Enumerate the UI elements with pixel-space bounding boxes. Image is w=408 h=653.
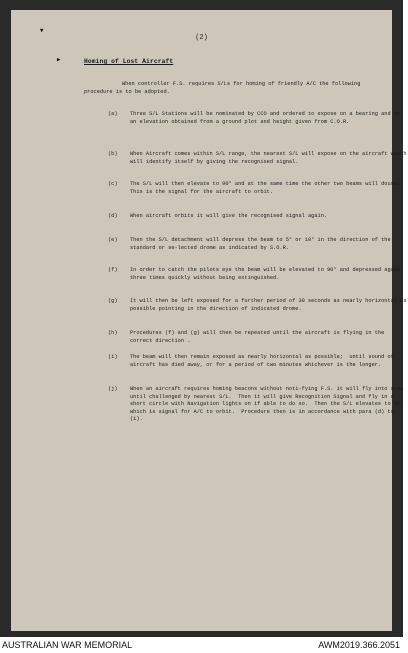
footer-accession-number: AWM2019.366.2051 bbox=[318, 640, 400, 650]
item-label: (a) bbox=[108, 111, 118, 117]
document-page bbox=[11, 10, 407, 631]
list-item bbox=[108, 354, 408, 369]
item-label: (i) bbox=[108, 354, 118, 360]
item-text: The beam will then remain exposed as nearly horizontal as possible; until sound of aircraft has died away, or for a period of two minutes whichever is the longer. bbox=[130, 354, 398, 368]
item-text: It will then be left exposed for a further period of 30 seconds as nearly horizontal as possible pointing in the direction of indicated drome. bbox=[130, 298, 407, 312]
item-text: The S/L will then elevate to 90° and at the same time the other two beams will douse. This is the signal for the aircraft to orbit. bbox=[130, 181, 407, 195]
item-text: Then the S/L detachment will depress the beam to 5° or 10° in the direction of the standard or se-lected drome as indicated by S.O.R. bbox=[130, 237, 394, 251]
item-label: (e) bbox=[108, 237, 118, 243]
item-text: In order to catch the pilots eye the beam will be elevated to 90° and depressed again, three times quickly without being extinguished. bbox=[130, 267, 407, 281]
list-item bbox=[108, 330, 408, 345]
section-heading: Homing of Lost Aircraft bbox=[84, 58, 174, 65]
item-label: (c) bbox=[108, 181, 118, 187]
item-label: (h) bbox=[108, 330, 118, 336]
item-label: (g) bbox=[108, 298, 118, 304]
intro-paragraph: When controller F.S. requires S/Ls for homing of friendly A/C the following procedure is to be adopted. bbox=[84, 81, 361, 95]
item-text: When aircraft orbits it will give the recognised signal again. bbox=[130, 213, 328, 219]
item-label: (d) bbox=[108, 213, 118, 219]
list-item bbox=[108, 237, 408, 252]
punch-mark-top: ▾ bbox=[39, 26, 45, 36]
item-label: (b) bbox=[108, 151, 118, 157]
list-item bbox=[108, 298, 408, 313]
punch-mark-heading: ▸ bbox=[56, 55, 62, 65]
footer-institution: AUSTRALIAN WAR MEMORIAL bbox=[2, 640, 133, 650]
item-text: Procedures (f) and (g) will then be repeated until the aircraft is flying in the correct direction . bbox=[130, 330, 388, 344]
item-text: When an aircraft requires homing beacons without noti-fying F.S. it will fly into area until challenged by nearest S/L. Then it will give Recognition Signal and fly in a short circle with Navigation lights on if able to do so. Then the S/L elevates to 90° which is signal for A/C to orbit. Procedure then is in accordance with para (d) to (i). bbox=[130, 386, 407, 423]
list-item bbox=[108, 151, 408, 166]
item-text: When Aircraft comes within S/L range, the nearest S/L will expose on the aircraft which will identify itself by giving the recognised signal. bbox=[130, 151, 407, 165]
list-item bbox=[108, 386, 408, 424]
list-item bbox=[108, 267, 408, 282]
item-label: (f) bbox=[108, 267, 118, 273]
list-item bbox=[108, 111, 408, 126]
item-text: Three S/L Stations will be nominated by CCO and ordered to expose on a bearing and at an elevation obtained from a ground plot and height given from C.O.R. bbox=[130, 111, 404, 125]
page-number: (2) bbox=[195, 34, 208, 42]
list-item bbox=[108, 213, 408, 221]
item-label: (j) bbox=[108, 386, 118, 392]
list-item bbox=[108, 181, 408, 196]
